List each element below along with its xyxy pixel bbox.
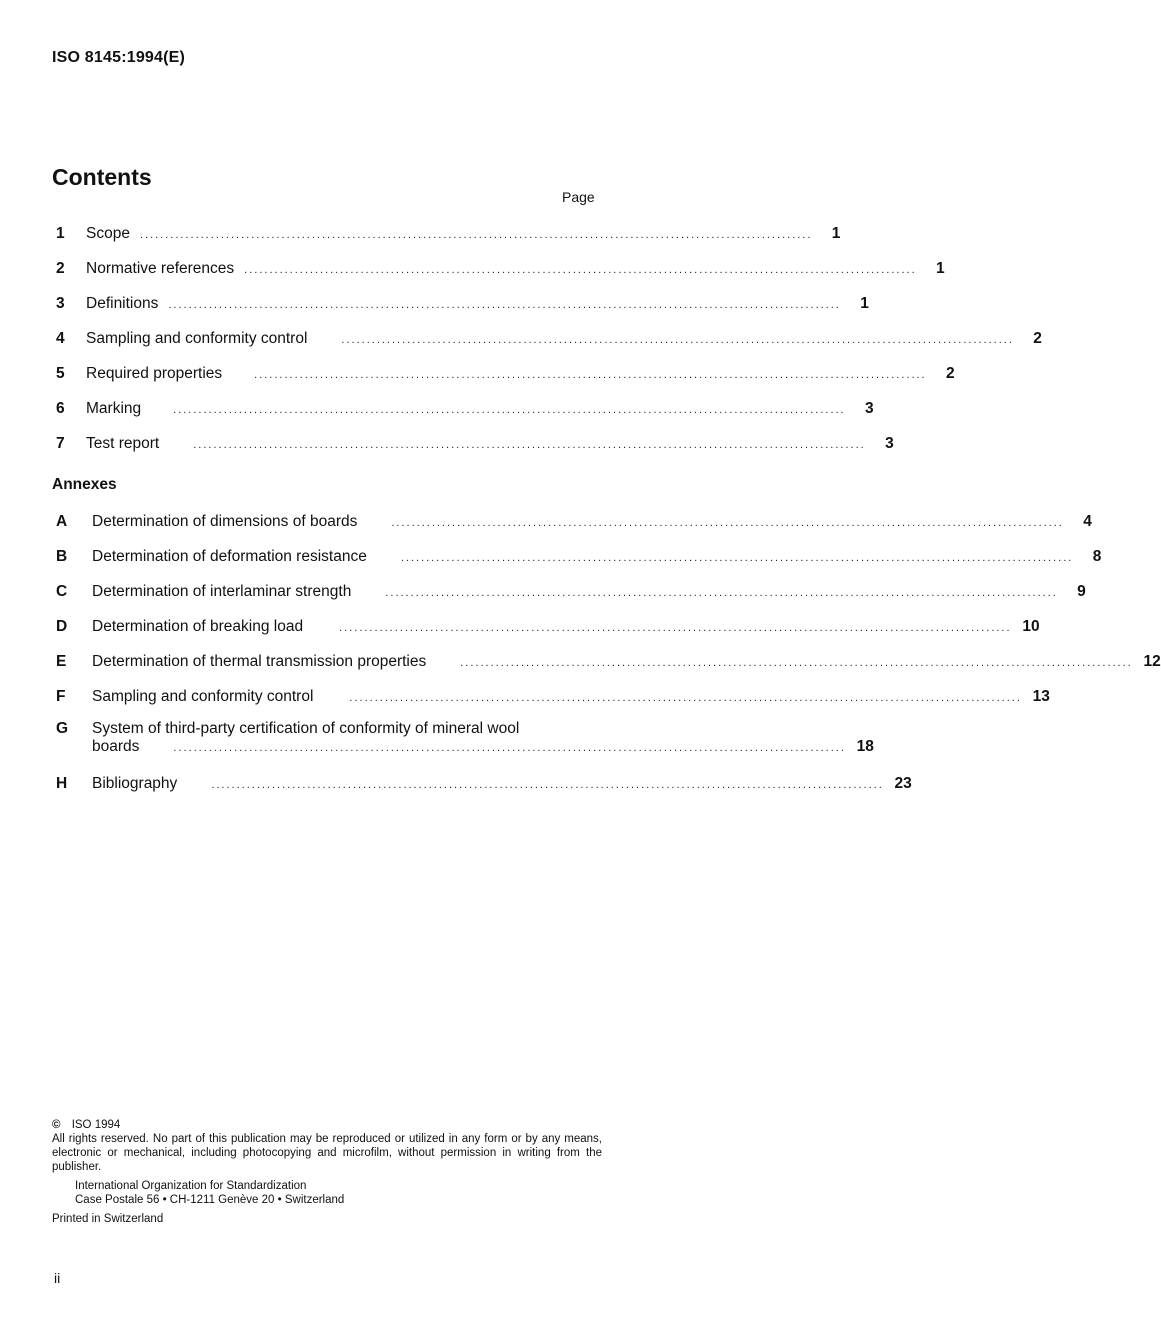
- toc-entry-number: 4: [56, 330, 65, 347]
- toc-entry-page: 1: [936, 260, 945, 277]
- toc-entry-number: 7: [56, 435, 65, 452]
- contents-title: Contents: [52, 164, 152, 190]
- page-column-label: Page: [562, 189, 595, 205]
- toc-entry[interactable]: [52, 396, 874, 418]
- toc-entry-title: Scope: [86, 225, 130, 242]
- annex-title: Bibliography: [92, 775, 178, 792]
- toc-entry-title: Required properties: [86, 365, 223, 382]
- toc-entry-number: 5: [56, 365, 65, 382]
- toc-entry-title: Test report: [86, 435, 160, 452]
- annex-letter: A: [56, 513, 68, 530]
- annex-page: 10: [1022, 618, 1040, 635]
- page-folio: ii: [54, 1270, 61, 1286]
- toc-entry-number: 2: [56, 260, 65, 277]
- toc-entry-number: 1: [56, 225, 65, 242]
- dot-leader: .....................................................................................................................................: [391, 517, 1064, 529]
- dot-leader: .....................................................................................................................................: [244, 264, 917, 276]
- toc-entry-number: 3: [56, 295, 65, 312]
- toc-entry-title: Definitions: [86, 295, 159, 312]
- annex-page: 8: [1092, 548, 1102, 565]
- toc-entry-title: Sampling and conformity control: [86, 330, 308, 347]
- annex-title: Sampling and conformity control: [92, 688, 314, 705]
- toc-entry[interactable]: [52, 291, 869, 313]
- annex-page: 12: [1143, 653, 1161, 670]
- org-address: Case Postale 56 • CH-1211 Genève 20 • Switzerland: [75, 1194, 345, 1206]
- dot-leader: .....................................................................................................................................: [139, 229, 813, 241]
- annex-entry[interactable]: [52, 771, 912, 793]
- annex-title-continuation: [92, 738, 874, 756]
- rights-statement: All rights reserved. No part of this publication may be reproduced or utilized in any form or by any means, electronic or mechanical, including photocopying and microfilm, without permission in writing from the publisher.: [52, 1133, 602, 1173]
- annex-entry[interactable]: [52, 509, 1092, 531]
- dot-leader: .....................................................................................................................................: [193, 439, 866, 451]
- document-id: ISO 8145:1994(E): [52, 49, 186, 66]
- dot-leader: .....................................................................................................................................: [339, 622, 1012, 634]
- annex-page: 23: [894, 775, 912, 792]
- annex-letter: E: [56, 653, 67, 670]
- annex-entry[interactable]: [52, 579, 1086, 601]
- dot-leader: .....................................................................................................................................: [173, 742, 846, 754]
- dot-leader: .....................................................................................................................................: [173, 404, 846, 416]
- annex-title: Determination of deformation resistance: [92, 548, 367, 565]
- toc-entry-page: 1: [831, 225, 841, 242]
- copyright-symbol: ©: [52, 1119, 61, 1131]
- annexes-heading: Annexes: [52, 476, 117, 493]
- toc-entry[interactable]: [52, 431, 894, 453]
- annex-letter: B: [56, 548, 68, 565]
- toc-entry-title: Marking: [86, 400, 142, 417]
- annex-letter: G: [56, 720, 69, 737]
- toc-entry-page: 3: [864, 400, 874, 417]
- dot-leader: .....................................................................................................................................: [400, 552, 1074, 564]
- printed-location: Printed in Switzerland: [52, 1213, 164, 1225]
- annex-title: Determination of interlaminar strength: [92, 583, 352, 600]
- dot-leader: .....................................................................................................................................: [168, 299, 841, 311]
- toc-entry[interactable]: [52, 361, 955, 383]
- annex-page: 13: [1032, 688, 1050, 705]
- toc-entry-page: 2: [1033, 330, 1042, 347]
- annex-page: 18: [856, 738, 874, 755]
- annex-entry[interactable]: [52, 649, 1161, 671]
- annex-letter: F: [56, 688, 66, 705]
- annex-title: Determination of dimensions of boards: [92, 513, 358, 530]
- dot-leader: .....................................................................................................................................: [341, 334, 1014, 346]
- annex-letter: H: [56, 775, 68, 792]
- copyright-block: [52, 1118, 602, 1226]
- dot-leader: .....................................................................................................................................: [460, 657, 1133, 669]
- copyright-text: ISO 1994: [71, 1119, 121, 1131]
- toc-entry[interactable]: [52, 221, 841, 243]
- toc-entry-title: Normative references: [86, 260, 235, 277]
- toc-entry-page: 1: [860, 295, 869, 312]
- annex-page: 9: [1077, 583, 1086, 600]
- toc-entry-number: 6: [56, 400, 65, 417]
- annex-entry[interactable]: [52, 720, 874, 760]
- org-name: International Organization for Standardization: [75, 1180, 307, 1192]
- annex-title: Determination of breaking load: [92, 618, 304, 635]
- toc-entry[interactable]: [52, 256, 945, 278]
- annex-title: Determination of thermal transmission properties: [92, 653, 427, 670]
- annex-title-line2: boards: [92, 738, 140, 755]
- dot-leader: .....................................................................................................................................: [211, 779, 884, 791]
- dot-leader: .....................................................................................................................................: [349, 692, 1022, 704]
- annex-title: System of third-party certification of conformity of mineral wool: [92, 720, 520, 737]
- dot-leader: .....................................................................................................................................: [254, 369, 927, 381]
- toc-entry[interactable]: [52, 326, 1042, 348]
- toc-entry-page: 3: [885, 435, 894, 452]
- annex-letter: D: [56, 618, 68, 635]
- copyright-line: [52, 1118, 602, 1132]
- dot-leader: .....................................................................................................................................: [385, 587, 1058, 599]
- annex-letter: C: [56, 583, 68, 600]
- annex-entry[interactable]: [52, 684, 1050, 706]
- toc-entry-page: 2: [945, 365, 955, 382]
- annex-entry[interactable]: [52, 544, 1102, 566]
- annex-page: 4: [1083, 513, 1092, 530]
- annex-entry[interactable]: [52, 614, 1040, 636]
